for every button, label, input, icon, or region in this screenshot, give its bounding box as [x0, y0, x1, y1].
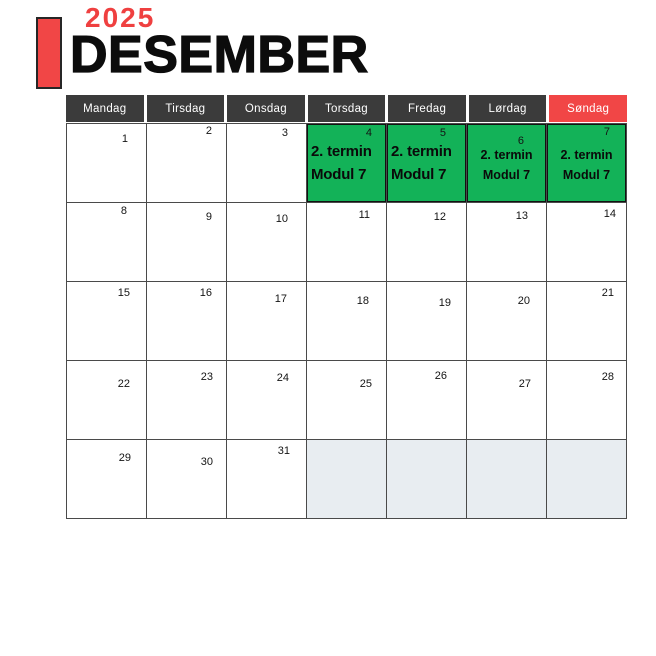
day-cell-event	[307, 124, 387, 203]
date-number: 5	[439, 127, 446, 139]
event-label	[547, 145, 626, 185]
day-cell	[147, 440, 227, 519]
date-number: 17	[274, 293, 287, 305]
event-label	[467, 145, 546, 185]
weekday-onsdag: Onsdag	[227, 95, 305, 122]
day-cell	[467, 361, 547, 440]
weekday-mandag: Mandag	[66, 95, 144, 122]
day-cell	[387, 282, 467, 361]
day-cell	[547, 361, 627, 440]
event-label	[387, 141, 466, 186]
day-cell	[147, 203, 227, 282]
date-number: 10	[275, 213, 288, 225]
date-number: 20	[517, 295, 530, 307]
event-line2: Modul 7	[391, 165, 447, 183]
weekday-torsdag: Torsdag	[308, 95, 386, 122]
date-number: 12	[433, 211, 446, 223]
day-cell	[387, 203, 467, 282]
date-number: 24	[276, 372, 289, 384]
day-cell	[547, 282, 627, 361]
date-number: 27	[518, 378, 531, 390]
date-number: 31	[277, 445, 290, 457]
empty-cell	[387, 440, 467, 519]
day-cell-event	[547, 124, 627, 203]
month-title: DESEMBER	[70, 26, 369, 84]
day-cell	[227, 124, 307, 203]
date-number: 23	[200, 371, 213, 383]
weekday-sondag: Søndag	[549, 95, 627, 122]
date-number: 4	[365, 127, 372, 139]
year-label: 2025	[85, 2, 156, 33]
event-line2: Modul 7	[562, 168, 611, 182]
day-cell	[67, 440, 147, 519]
event-line1: 2. termin	[560, 148, 613, 162]
day-cell	[227, 440, 307, 519]
day-cell	[227, 203, 307, 282]
event-line1: 2. termin	[480, 148, 533, 162]
date-number: 19	[438, 297, 451, 309]
date-number: 14	[603, 208, 616, 220]
date-number: 18	[356, 295, 369, 307]
empty-cell	[547, 440, 627, 519]
weekday-lordag: Lørdag	[469, 95, 547, 122]
day-cell	[147, 282, 227, 361]
day-cell	[467, 203, 547, 282]
weekday-tirsdag: Tirsdag	[147, 95, 225, 122]
date-number: 11	[358, 209, 370, 221]
date-number: 28	[601, 371, 614, 383]
date-number: 22	[117, 378, 130, 390]
empty-cell	[467, 440, 547, 519]
day-cell	[547, 203, 627, 282]
day-cell	[67, 203, 147, 282]
day-cell	[307, 203, 387, 282]
weekday-header	[66, 95, 627, 122]
event-line1: 2. termin	[311, 143, 372, 160]
date-number: 13	[515, 210, 528, 222]
day-cell-event	[387, 124, 467, 203]
day-cell-event	[467, 124, 547, 203]
day-cell	[147, 361, 227, 440]
day-cell	[227, 361, 307, 440]
date-number: 29	[118, 452, 131, 464]
empty-cell	[307, 440, 387, 519]
date-number: 21	[601, 287, 614, 299]
date-number: 3	[281, 127, 288, 139]
day-cell	[387, 361, 467, 440]
day-cell	[307, 282, 387, 361]
date-number: 15	[117, 287, 130, 299]
date-number: 6	[517, 135, 524, 147]
event-label	[307, 141, 386, 186]
date-number: 7	[603, 126, 610, 138]
day-cell	[227, 282, 307, 361]
date-number: 25	[359, 378, 372, 390]
date-number: 30	[200, 456, 213, 468]
red-accent-bar	[36, 17, 62, 89]
day-cell	[467, 282, 547, 361]
date-number: 26	[434, 370, 447, 382]
event-line1: 2. termin	[391, 143, 452, 160]
event-line2: Modul 7	[482, 168, 531, 182]
date-number: 2	[205, 125, 212, 137]
calendar-grid	[66, 123, 627, 519]
date-number: 16	[199, 287, 212, 299]
day-cell	[67, 124, 147, 203]
day-cell	[67, 361, 147, 440]
day-cell	[67, 282, 147, 361]
date-number: 1	[121, 133, 128, 145]
date-number: 8	[120, 205, 127, 217]
date-number: 9	[205, 211, 212, 223]
day-cell	[307, 361, 387, 440]
weekday-fredag: Fredag	[388, 95, 466, 122]
day-cell	[147, 124, 227, 203]
event-line2: Modul 7	[311, 165, 367, 183]
